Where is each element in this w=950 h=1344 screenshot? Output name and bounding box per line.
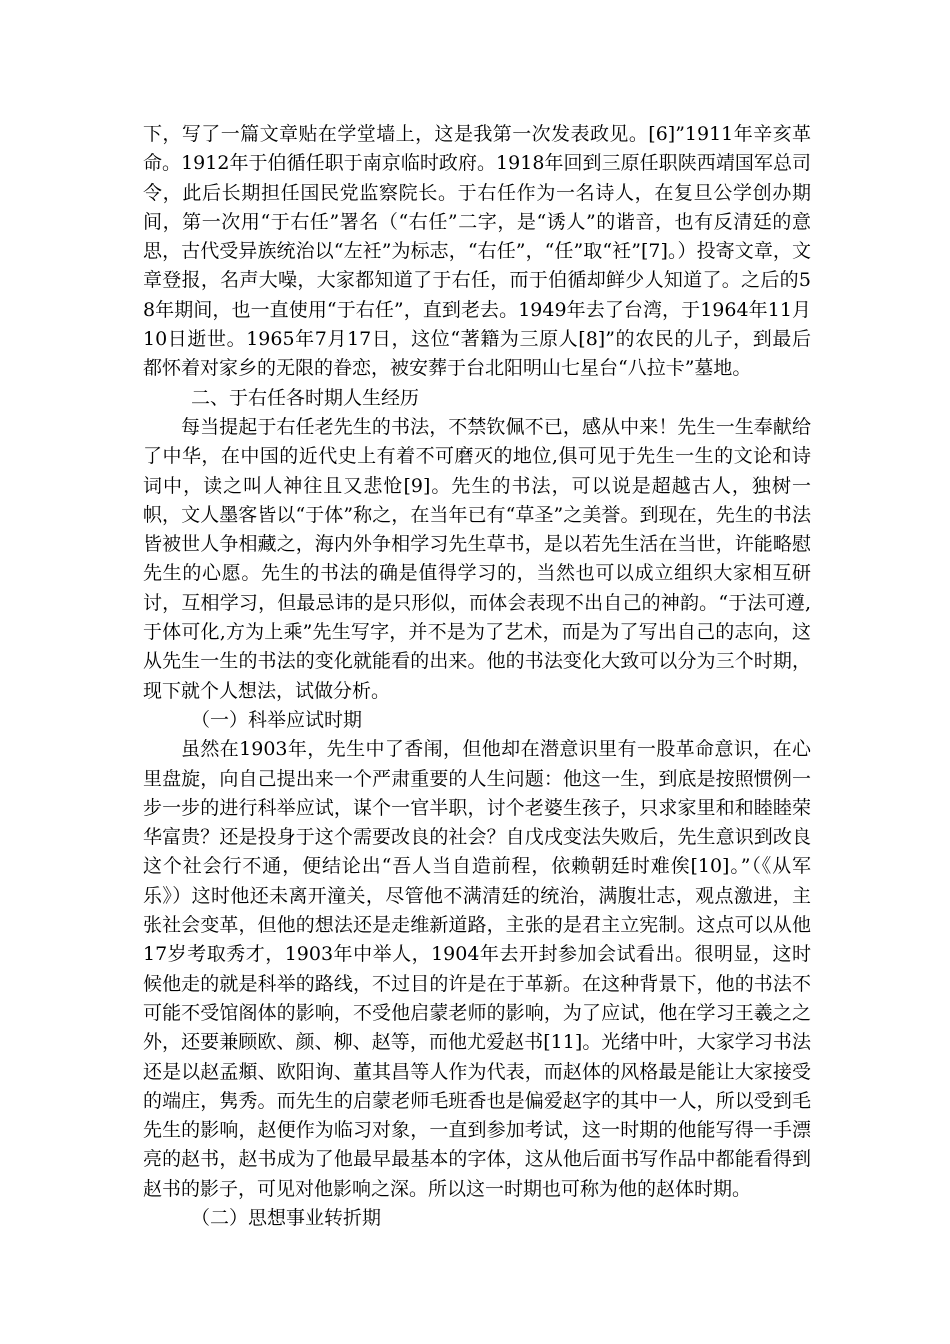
subsection-heading-1: （一）科举应试时期: [191, 708, 363, 731]
section-heading-2: 二、于右任各时期人生经历: [191, 386, 420, 409]
subsection-heading-2: （二）思想事业转折期: [191, 1206, 382, 1229]
document-page: [143, 120, 811, 1233]
body-paragraph-3: 虽然在1903年，先生中了香闱，但他却在潜意识里有一股革命意识，在心里盘旋，向自己提出来一个严肃重要的人生问题：他这一生，到底是按照惯例一步一步的进行科举应试，谋个一官半职，讨个老婆生孩子，只求家里和和睦睦荣华富贵？还是投身于这个需要改良的社会？自戊戌变法失败后，先生意识到改良这个社会行不通，便结论出“吾人当自造前程，依赖朝廷时难俟[10]。”（《从军乐》）这时他还未离开潼关，尽管他不满清廷的统治，满腹壮志，观点激进，主张社会变革，但他的想法还是走维新道路，主张的是君主立宪制。这点可以从他17岁考取秀才，1903年中举人，1904年去开封参加会试看出。很明显，这时候他走的就是科举的路线，不过目的许是在于革新。在这种背景下，他的书法不可能不受馆阁体的影响，不受他启蒙老师的影响，为了应试，他在学习王羲之之外，还要兼顾欧、颜、柳、赵等，而他尤爱赵书[11]。光绪中叶，大家学习书法还是以赵孟頫、欧阳询、董其昌等人作为代表，而赵体的风格最是能让大家接受的端庄，隽秀。而先生的启蒙老师毛班香也是偏爱赵字的其中一人，所以受到毛先生的影响，赵便作为临习对象，一直到参加考试，这一时期的他能写得一手漂亮的赵书，赵书成为了他最早最基本的字体，这从他后面书写作品中都能看得到赵书的影子，可见对他影响之深。所以这一时期也可称为他的赵体时期。: [143, 738, 811, 1200]
body-paragraph-2: 每当提起于右任老先生的书法，不禁钦佩不已，感从中来！先生一生奉献给了中华，在中国的近代史上有着不可磨灭的地位,俱可见于先生一生的文论和诗词中，读之叫人神往且又悲怆[9]。先生的书法，可以说是超越古人，独树一帜，文人墨客皆以“于体”称之，在当年已有“草圣”之美誉。到现在，先生的书法皆被世人争相藏之，海内外争相学习先生草书，是以若先生活在当世，许能略慰先生的心愿。先生的书法的确是值得学习的，当然也可以成立组织大家相互研讨，互相学习，但最忌讳的是只形似，而体会表现不出自己的神韵。“于法可遵,于体可化,方为上乘”先生写字，并不是为了艺术，而是为了写出自己的志向，这从先生一生的书法的变化就能看的出来。他的书法变化大致可以分为三个时期，现下就个人想法，试做分析。: [143, 415, 811, 702]
body-paragraph-1: 下，写了一篇文章贴在学堂墙上，这是我第一次发表政见。[6]”1911年辛亥革命。1912年于伯循任职于南京临时政府。1918年回到三原任职陕西靖国军总司令，此后长期担任国民党监察院长。于右任作为一名诗人，在复旦公学创办期间，第一次用“于右任”署名（“右任”二字，是“诱人”的谐音，也有反清廷的意思，古代受异族统治以“左衽”为标志，“右任”，“任”取“衽”[7]。）投寄文章，文章登报，名声大噪，大家都知道了于右任，而于伯循却鲜少人知道了。之后的58年期间，也一直使用“于右任”，直到老去。1949年去了台湾，于1964年11月10日逝世。1965年7月17日，这位“著籍为三原人[8]”的农民的儿子，到最后都怀着对家乡的无限的眷恋，被安葬于台北阳明山七星台“八拉卡”墓地。: [143, 123, 811, 380]
